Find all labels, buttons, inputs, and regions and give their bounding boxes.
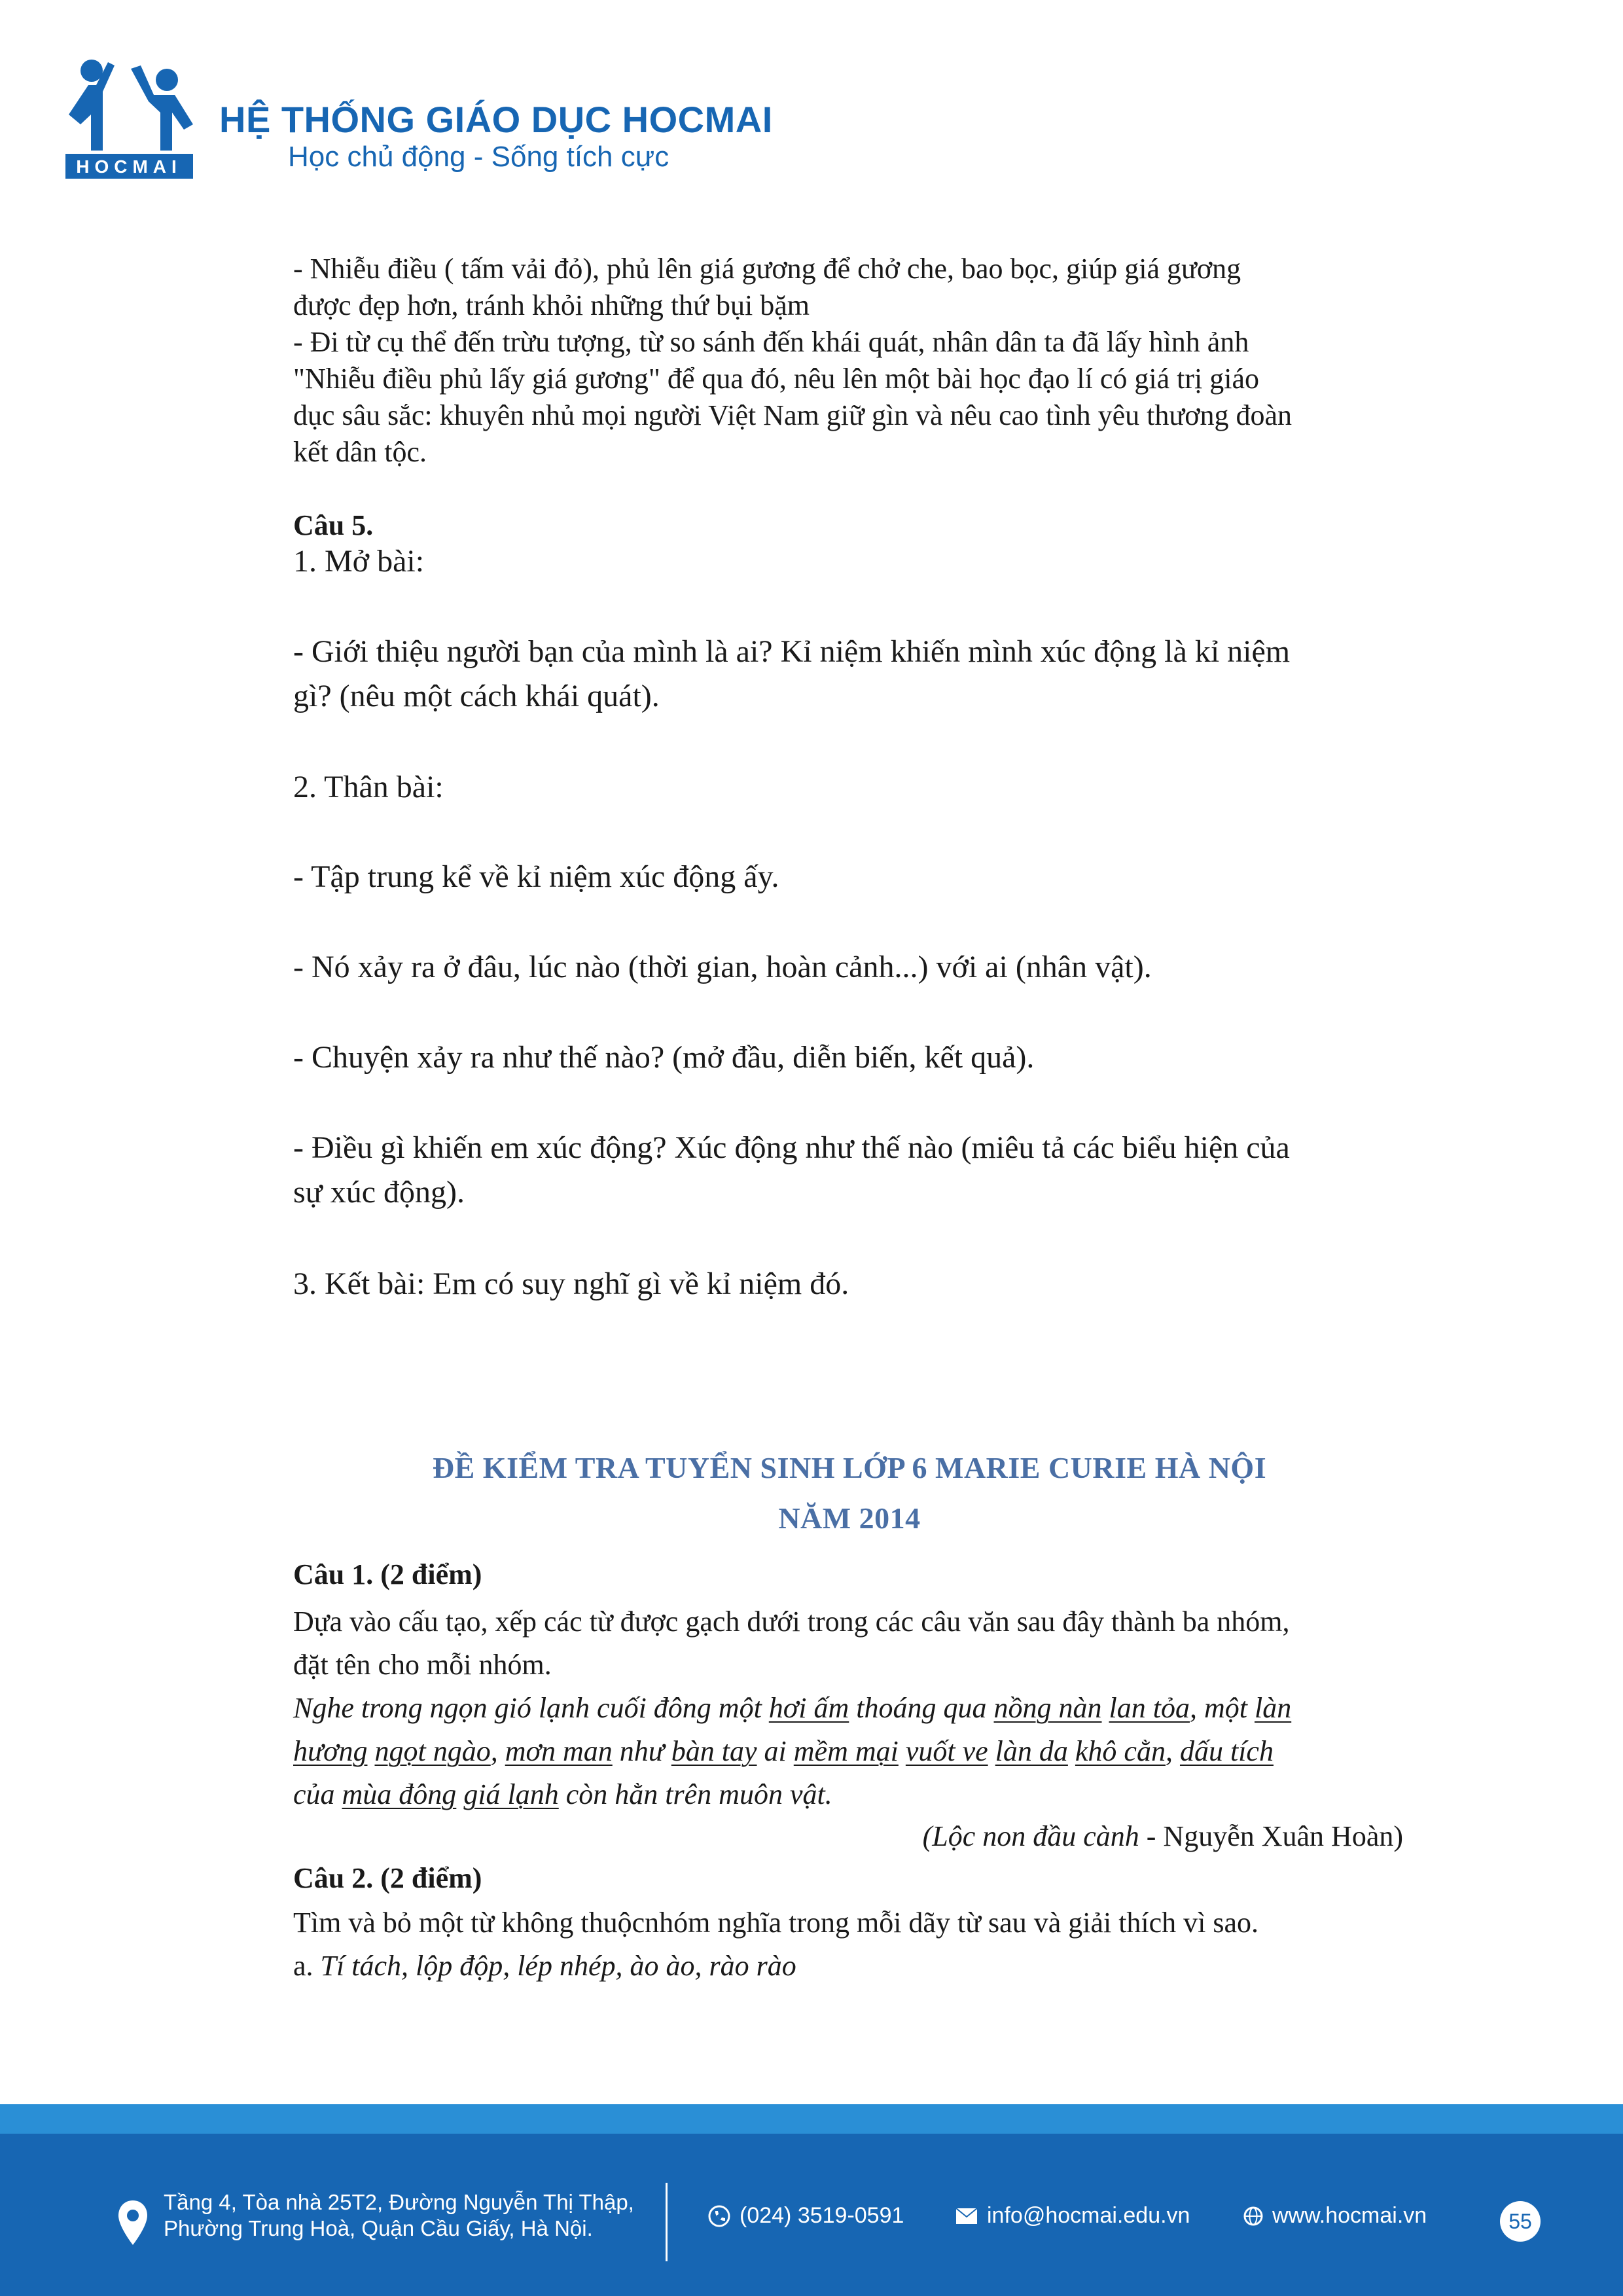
text-line: - Nhiễu điều ( tấm vải đỏ), phủ lên giá gương để chở che, bao bọc, giúp giá gương xyxy=(293,253,1241,285)
source-title: (Lộc non đầu cành xyxy=(922,1820,1139,1852)
location-pin-icon xyxy=(116,2199,149,2246)
text-line: đặt tên cho mỗi nhóm. xyxy=(293,1649,552,1681)
text-line: "Nhiễu điều phủ lấy giá gương" để qua đó, nêu lên một bài học đạo lí có giá trị giáo xyxy=(293,363,1260,395)
underlined-word: dấu tích xyxy=(1179,1735,1274,1767)
passage-line: của mùa đông giá lạnh còn hằn trên muôn vật. xyxy=(293,1778,832,1810)
brand-slogan: Học chủ động - Sống tích cực xyxy=(288,141,669,173)
than-bai-heading: 2. Thân bài: xyxy=(293,770,444,804)
email-address[interactable]: info@hocmai.edu.vn xyxy=(987,2203,1190,2228)
text-line: sự xúc động). xyxy=(293,1175,465,1210)
email-icon xyxy=(955,2208,978,2225)
q1-source xyxy=(293,1818,1403,1855)
underlined-word: làn da xyxy=(995,1735,1068,1767)
underlined-word: làn xyxy=(1254,1692,1292,1724)
than-bai-item: - Nó xảy ra ở đâu, lúc nào (thời gian, hoàn cảnh...) với ai (nhân vật). xyxy=(293,950,1152,984)
text-line: - Đi từ cụ thể đến trừu tượng, từ so sánh đến khái quát, nhân dân ta đã lấy hình ảnh xyxy=(293,326,1249,358)
phone-number: (024) 3519-0591 xyxy=(740,2203,904,2228)
underlined-word: mùa đông xyxy=(342,1778,457,1810)
ket-bai: 3. Kết bài: Em có suy nghĩ gì về kỉ niệm đó. xyxy=(293,1266,849,1301)
text-line: Dựa vào cấu tạo, xếp các từ được gạch dưới trong các câu văn sau đây thành ba nhóm, xyxy=(293,1605,1290,1638)
q2-instruction: Tìm và bỏ một từ không thuộcnhóm nghĩa trong mỗi dãy từ sau và giải thích vì sao. xyxy=(293,1907,1259,1939)
underlined-word: mềm mại xyxy=(793,1735,899,1767)
page-footer xyxy=(0,2134,1623,2296)
cau5-heading: Câu 5. xyxy=(293,509,374,541)
exam-title: ĐỀ KIỂM TRA TUYỂN SINH LỚP 6 MARIE CURIE HÀ NỘI xyxy=(432,1451,1267,1484)
q1-instruction xyxy=(293,1600,1406,1687)
website-url[interactable]: www.hocmai.vn xyxy=(1272,2203,1427,2228)
underlined-word: mơn man xyxy=(505,1735,613,1767)
text-line: dục sâu sắc: khuyên nhủ mọi người Việt Nam giữ gìn và nêu cao tình yêu thương đoàn xyxy=(293,399,1293,431)
passage-line: Nghe trong ngọn gió lạnh cuối đông một hơi ấm thoáng qua nồng nàn lan tỏa, một làn xyxy=(293,1692,1292,1724)
underlined-word: khô cằn xyxy=(1075,1735,1166,1767)
text-line: - Giới thiệu người bạn của mình là ai? Kỉ niệm khiến mình xúc động là kỉ niệm xyxy=(293,634,1291,669)
mo-bai-heading: 1. Mở bài: xyxy=(293,544,425,579)
mo-bai-content xyxy=(293,630,1406,719)
text-line: kết dân tộc. xyxy=(293,436,427,468)
underlined-word: ngọt ngào xyxy=(374,1735,491,1767)
hocmai-logo xyxy=(62,52,196,180)
than-bai-item: - Chuyện xảy ra như thế nào? (mở đầu, diễn biến, kết quả). xyxy=(293,1040,1035,1075)
underlined-word: bàn tay xyxy=(671,1735,757,1767)
footer-phone xyxy=(708,2203,904,2229)
footer-divider xyxy=(666,2183,668,2261)
text-line: gì? (nêu một cách khái quát). xyxy=(293,679,660,713)
source-author: - Nguyễn Xuân Hoàn) xyxy=(1139,1820,1403,1852)
text-line: - Điều gì khiến em xúc động? Xúc động như thế nào (miêu tả các biểu hiện của xyxy=(293,1130,1290,1165)
underlined-word: giá lạnh xyxy=(463,1778,559,1810)
page-number: 55 xyxy=(1500,2201,1541,2242)
underlined-word: lan tỏa xyxy=(1109,1692,1190,1724)
brand-title: HỆ THỐNG GIÁO DỤC HOCMAI xyxy=(219,99,773,140)
item-label: a. xyxy=(293,1950,321,1982)
address-line: Tầng 4, Tòa nhà 25T2, Đường Nguyễn Thị Thập, xyxy=(164,2190,634,2214)
item-text: Tí tách, lộp độp, lép nhép, ào ào, rào rào xyxy=(320,1950,796,1982)
footer-website[interactable] xyxy=(1243,2203,1427,2229)
text-line: được đẹp hơn, tránh khỏi những thứ bụi bặm xyxy=(293,289,810,321)
page-header xyxy=(62,52,913,183)
q2-heading: Câu 2. (2 điểm) xyxy=(293,1862,482,1894)
q2-item-a xyxy=(293,1948,1406,1984)
globe-icon xyxy=(1243,2206,1263,2226)
footer-accent-bar xyxy=(0,2104,1623,2134)
address-line: Phường Trung Hoà, Quận Cầu Giấy, Hà Nội. xyxy=(164,2216,593,2240)
underlined-word: hương xyxy=(293,1735,368,1767)
q1-passage xyxy=(293,1687,1406,1816)
svg-text:HOCMAI: HOCMAI xyxy=(76,156,182,177)
footer-address xyxy=(164,2189,634,2242)
phone-icon xyxy=(708,2205,730,2227)
than-bai-item xyxy=(293,1126,1406,1215)
than-bai-item: - Tập trung kể về kỉ niệm xúc động ấy. xyxy=(293,859,779,894)
q1-heading: Câu 1. (2 điểm) xyxy=(293,1558,482,1590)
underlined-word: vuốt ve xyxy=(905,1735,988,1767)
footer-email[interactable] xyxy=(955,2203,1190,2229)
underlined-word: hơi ấm xyxy=(768,1692,849,1724)
answer-paragraph xyxy=(293,251,1406,471)
underlined-word: nồng nàn xyxy=(993,1692,1102,1724)
passage-line: hương ngọt ngào, mơn man như bàn tay ai mềm mại vuốt ve làn da khô cằn, dấu tích xyxy=(293,1735,1274,1767)
exam-year: NĂM 2014 xyxy=(778,1501,921,1535)
